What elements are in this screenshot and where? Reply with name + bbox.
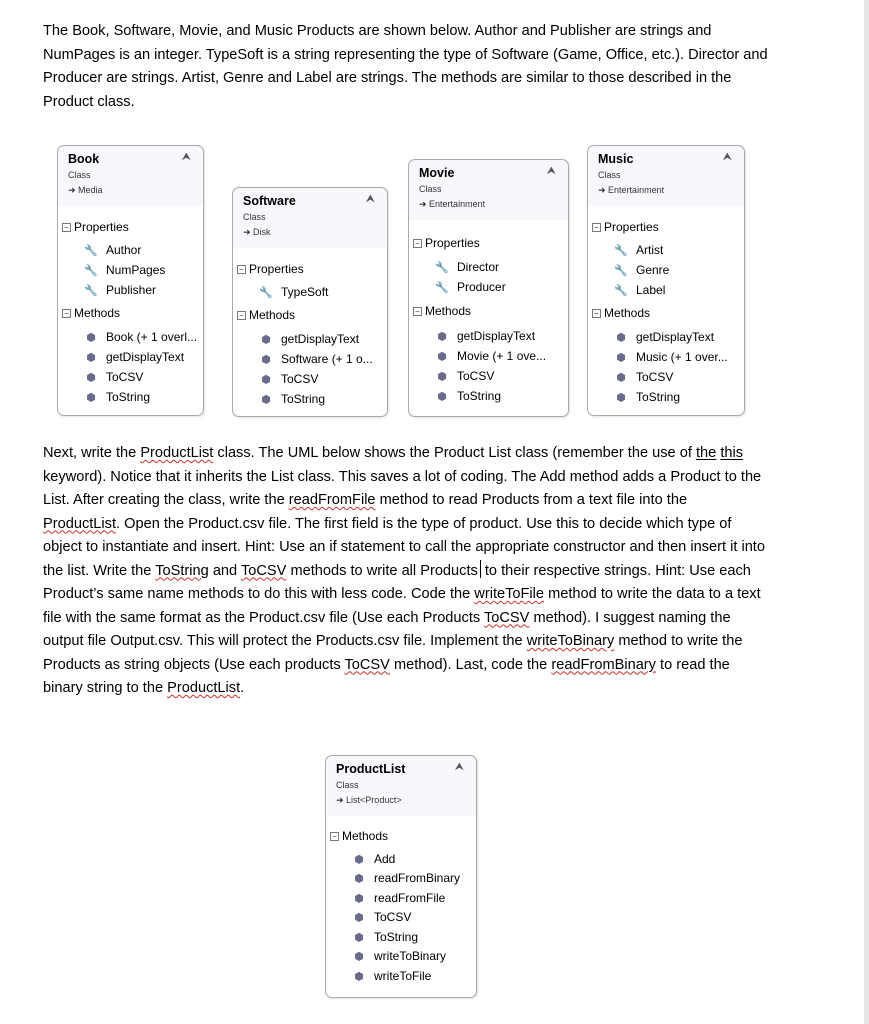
spell-flag-productlist[interactable]: ProductList	[167, 680, 241, 696]
class-inheritance: ➜ Disk	[243, 227, 271, 237]
method-row: ⬢ ToCSV	[435, 369, 494, 383]
spell-flag-tocsv[interactable]: ToCSV	[240, 562, 287, 579]
inherit-arrow-icon: ➜	[243, 227, 254, 237]
method-row: ⬢ ToCSV	[614, 370, 673, 384]
method-cube-icon: ⬢	[437, 371, 447, 383]
class-inheritance: ➜ Entertainment	[419, 199, 486, 209]
wrench-icon: 🔧	[84, 265, 98, 277]
class-name: Software	[243, 194, 296, 208]
spell-flag-tocsv[interactable]: ToCSV	[483, 609, 530, 626]
spell-flag-writetofile[interactable]: writeToFile	[474, 586, 545, 602]
method-cube-icon: ⬢	[261, 394, 271, 406]
class-stereotype: Class	[598, 170, 621, 180]
properties-section-header[interactable]: − Properties	[237, 262, 304, 276]
method-row: ⬢ ToString	[614, 390, 680, 404]
uml-class-music[interactable]	[587, 145, 745, 416]
method-cube-icon: ⬢	[86, 392, 96, 404]
collapse-icon[interactable]: ⮝	[365, 193, 375, 205]
underlined-word-this[interactable]: this	[720, 445, 744, 461]
method-row: ⬢ readFromBinary	[352, 871, 460, 885]
method-cube-icon: ⬢	[437, 331, 447, 343]
methods-section-header[interactable]: − Methods	[62, 306, 120, 320]
collapse-icon[interactable]: ⮝	[454, 761, 464, 773]
spell-flag-readfrombinary[interactable]: readFromBinary	[551, 656, 656, 673]
spell-flag-writetobinary[interactable]: writeToBinary	[526, 633, 615, 649]
method-cube-icon: ⬢	[616, 352, 626, 364]
wrench-icon: 🔧	[614, 265, 628, 277]
method-row: ⬢ ToString	[259, 392, 325, 406]
method-cube-icon: ⬢	[86, 332, 96, 344]
page-right-edge	[864, 0, 869, 1024]
method-row: ⬢ getDisplayText	[614, 330, 714, 344]
class-inheritance: ➜ Entertainment	[598, 185, 665, 195]
collapse-icon[interactable]: ⮝	[181, 151, 191, 163]
method-row: ⬢ Book (+ 1 overl...	[84, 330, 197, 344]
method-cube-icon: ⬢	[616, 372, 626, 384]
method-cube-icon: ⬢	[616, 392, 626, 404]
class-stereotype: Class	[243, 212, 266, 222]
property-row: 🔧 Artist	[614, 243, 664, 257]
method-row: ⬢ getDisplayText	[84, 350, 184, 364]
inherit-arrow-icon: ➜	[419, 199, 430, 209]
instructions-paragraph: Next, write the ProductList class. The UML below shows the Product List class (remember the use of the this keyword). Notice that it inherits the List class. This saves a lot of coding. The Add method adds a Product to the List. After creating the class, write the readFromFile method to read Products from a text file into the ProductList. Open the Product.csv file. The first field is the type of product. Use this to decide which type of object to instantiate and insert. Hint: Use an if statement to call the appropriate constructor and then insert it into the list. Write the ToString and ToCSV methods to write all Products to their respective strings. Hint: Use each Product’s same name methods to do this with less code. Code the writeToFile method to write the data to a text file with the same format as the Product.csv file (Use each Products ToCSV method). I suggest naming the output file Output.csv. This will protect the Products.csv file. Implement the writeToBinary method to write the Products as string objects (Use each products ToCSV method). Last, code the readFromBinary to read the binary string to the ProductList.	[43, 445, 765, 696]
intro-paragraph	[43, 20, 773, 114]
property-row: 🔧 TypeSoft	[259, 285, 329, 299]
method-row: ⬢ ToCSV	[259, 372, 318, 386]
inherit-arrow-icon: ➜	[68, 185, 79, 195]
wrench-icon: 🔧	[259, 287, 273, 299]
property-row: 🔧 Genre	[614, 263, 670, 277]
method-row: ⬢ ToString	[352, 930, 418, 944]
collapse-minus-icon[interactable]: −	[413, 307, 422, 316]
spell-flag-tostring[interactable]: ToString	[155, 562, 209, 579]
method-row: ⬢ Music (+ 1 over...	[614, 350, 728, 364]
method-cube-icon: ⬢	[86, 372, 96, 384]
wrench-icon: 🔧	[435, 282, 449, 294]
collapse-minus-icon[interactable]: −	[413, 239, 422, 248]
method-cube-icon: ⬢	[354, 854, 364, 866]
collapse-minus-icon[interactable]: −	[237, 265, 246, 274]
wrench-icon: 🔧	[84, 285, 98, 297]
method-row: ⬢ getDisplayText	[259, 332, 359, 346]
uml-class-book[interactable]	[57, 145, 204, 416]
method-row: ⬢ ToCSV	[352, 910, 411, 924]
methods-section-header[interactable]: − Methods	[413, 304, 471, 318]
class-name: Movie	[419, 166, 455, 180]
property-row: 🔧 Producer	[435, 280, 506, 294]
property-row: 🔧 Author	[84, 243, 142, 257]
method-cube-icon: ⬢	[354, 893, 364, 905]
method-cube-icon: ⬢	[354, 951, 364, 963]
inherit-arrow-icon: ➜	[336, 795, 347, 805]
wrench-icon: 🔧	[435, 262, 449, 274]
class-name: Book	[68, 152, 100, 166]
wrench-icon: 🔧	[614, 285, 628, 297]
method-cube-icon: ⬢	[261, 334, 271, 346]
method-row: ⬢ writeToBinary	[352, 949, 446, 963]
method-row: ⬢ Software (+ 1 o...	[259, 352, 373, 366]
wrench-icon: 🔧	[614, 245, 628, 257]
class-stereotype: Class	[336, 780, 359, 790]
property-row: 🔧 Label	[614, 283, 666, 297]
uml-class-productlist[interactable]	[325, 755, 477, 998]
collapse-minus-icon[interactable]: −	[62, 223, 71, 232]
method-row: ⬢ ToString	[84, 390, 150, 404]
method-row: ⬢ Movie (+ 1 ove...	[435, 349, 546, 363]
intro-text: The Book, Software, Movie, and Music Products are shown below. Author and Publisher are strings and NumPages is an integer. TypeSoft is a string representing the type of Software (Game, Office, etc.). Director and Producer are strings. Artist, Genre and Label are strings. The methods are similar to those described in the Product class.	[43, 23, 768, 110]
properties-section-header[interactable]: − Properties	[413, 236, 480, 250]
method-cube-icon: ⬢	[354, 873, 364, 885]
class-inheritance: ➜ Media	[68, 185, 103, 195]
method-row: ⬢ getDisplayText	[435, 329, 535, 343]
uml-class-movie[interactable]	[408, 159, 569, 417]
inherit-arrow-icon: ➜	[598, 185, 609, 195]
method-cube-icon: ⬢	[354, 971, 364, 983]
method-cube-icon: ⬢	[261, 354, 271, 366]
method-cube-icon: ⬢	[354, 932, 364, 944]
collapse-minus-icon[interactable]: −	[237, 311, 246, 320]
property-row: 🔧 Publisher	[84, 283, 157, 297]
method-cube-icon: ⬢	[616, 332, 626, 344]
method-row: ⬢ readFromFile	[352, 891, 445, 905]
methods-section-header[interactable]: − Methods	[330, 829, 388, 843]
wrench-icon: 🔧	[84, 245, 98, 257]
class-stereotype: Class	[68, 170, 91, 180]
class-name: Music	[598, 152, 634, 166]
class-stereotype: Class	[419, 184, 442, 194]
collapse-minus-icon[interactable]: −	[330, 832, 339, 841]
methods-section-header[interactable]: − Methods	[237, 308, 295, 322]
uml-class-software[interactable]	[232, 187, 388, 417]
underlined-word-the[interactable]: the	[695, 445, 717, 461]
class-inheritance: ➜ List<Product>	[336, 795, 402, 805]
properties-section-header[interactable]: − Properties	[592, 220, 659, 234]
spell-flag-tocsv[interactable]: ToCSV	[344, 656, 390, 673]
method-cube-icon: ⬢	[354, 912, 364, 924]
method-cube-icon: ⬢	[261, 374, 271, 386]
method-row: ⬢ writeToFile	[352, 969, 431, 983]
method-cube-icon: ⬢	[437, 391, 447, 403]
spell-flag-productlist[interactable]: ProductList	[43, 515, 117, 532]
property-row: 🔧 Director	[435, 260, 500, 274]
methods-section-header[interactable]: − Methods	[592, 306, 650, 320]
class-name: ProductList	[336, 762, 406, 776]
method-row: ⬢ Add	[352, 852, 395, 866]
method-cube-icon: ⬢	[86, 352, 96, 364]
spell-flag-productlist[interactable]: ProductList	[140, 445, 214, 461]
collapse-minus-icon[interactable]: −	[592, 223, 601, 232]
method-row: ⬢ ToCSV	[84, 370, 143, 384]
collapse-minus-icon[interactable]: −	[62, 309, 71, 318]
method-cube-icon: ⬢	[437, 351, 447, 363]
collapse-minus-icon[interactable]: −	[592, 309, 601, 318]
property-row: 🔧 NumPages	[84, 263, 166, 277]
collapse-icon[interactable]: ⮝	[722, 151, 732, 163]
spell-flag-readfromfile[interactable]: readFromFile	[288, 492, 376, 508]
properties-section-header[interactable]: − Properties	[62, 220, 129, 234]
collapse-icon[interactable]: ⮝	[546, 165, 556, 177]
method-row: ⬢ ToString	[435, 389, 501, 403]
